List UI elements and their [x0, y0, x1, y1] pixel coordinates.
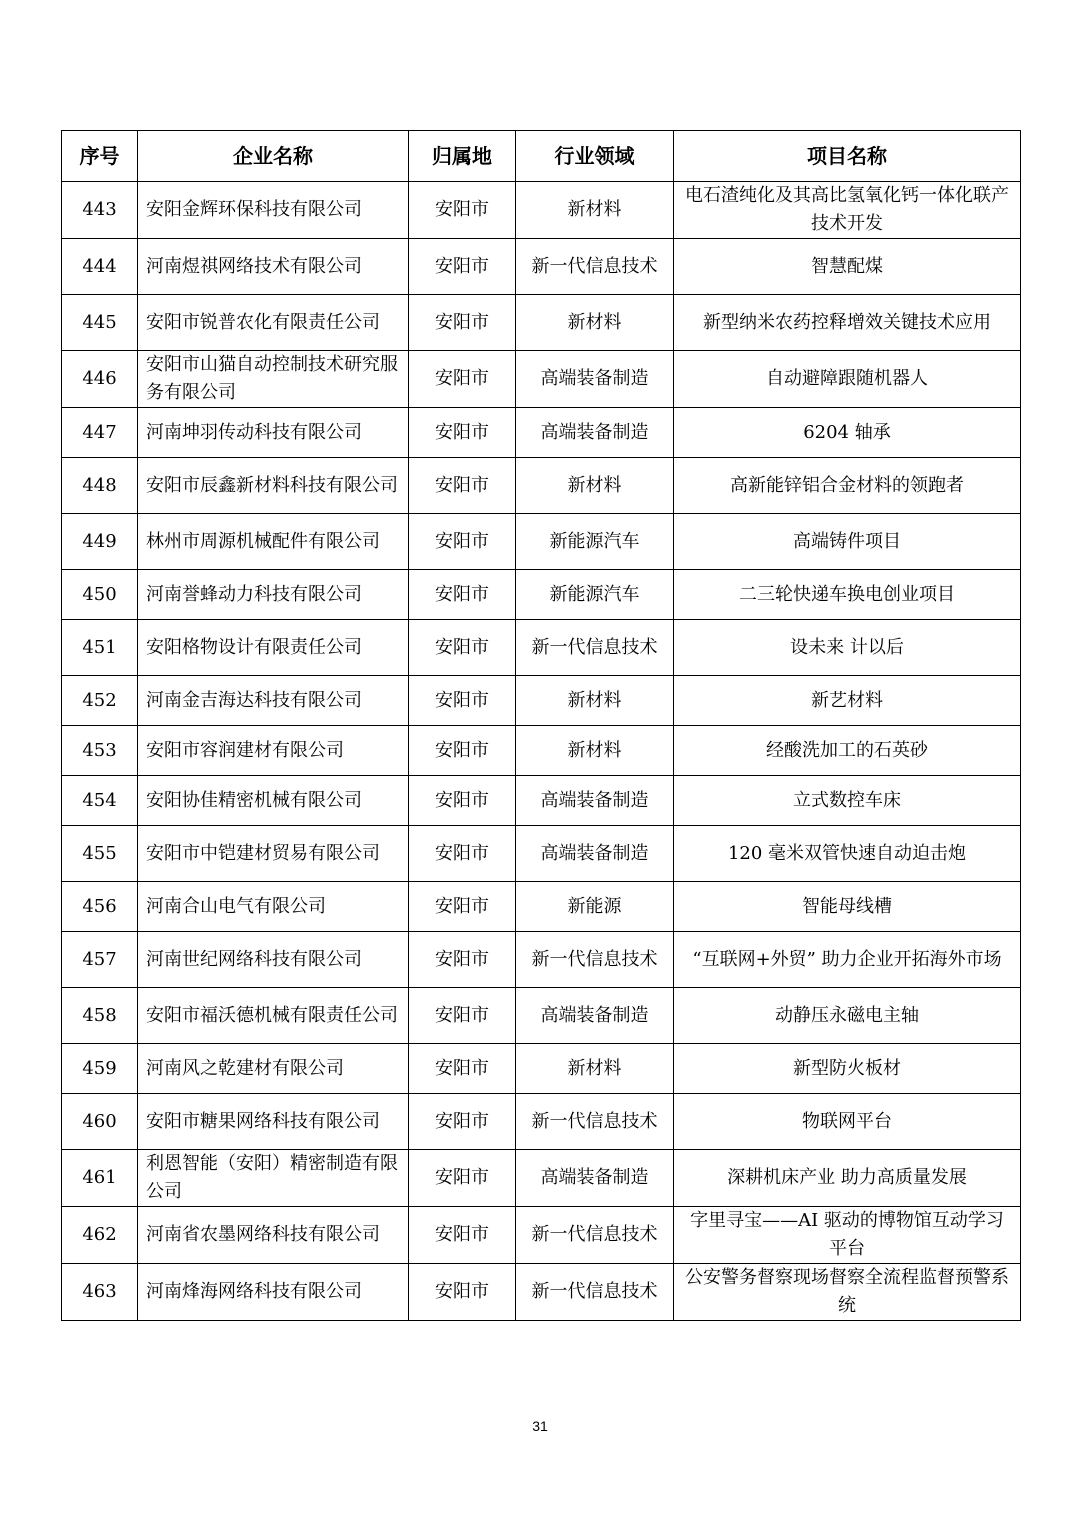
cell-serial-number: 462 [62, 1207, 138, 1264]
table-row [62, 1150, 1021, 1207]
table-row [62, 726, 1021, 776]
cell-company-name: 安阳协佳精密机械有限公司 [138, 776, 409, 826]
table-row [62, 458, 1021, 514]
cell-project-name: 动静压永磁电主轴 [674, 988, 1021, 1044]
cell-industry: 高端装备制造 [516, 408, 674, 458]
table-row [62, 620, 1021, 676]
table-row [62, 932, 1021, 988]
header-serial-number: 序号 [62, 131, 138, 182]
cell-industry: 高端装备制造 [516, 776, 674, 826]
cell-serial-number: 453 [62, 726, 138, 776]
cell-industry: 新材料 [516, 676, 674, 726]
cell-serial-number: 444 [62, 239, 138, 295]
cell-company-name: 安阳市山猫自动控制技术研究服务有限公司 [138, 351, 409, 408]
cell-serial-number: 447 [62, 408, 138, 458]
cell-project-name: 二三轮快递车换电创业项目 [674, 570, 1021, 620]
cell-company-name: 安阳市锐普农化有限责任公司 [138, 295, 409, 351]
cell-company-name: 安阳市中铠建材贸易有限公司 [138, 826, 409, 882]
cell-company-name: 河南坤羽传动科技有限公司 [138, 408, 409, 458]
cell-company-name: 河南合山电气有限公司 [138, 882, 409, 932]
cell-region: 安阳市 [409, 1094, 516, 1150]
cell-serial-number: 460 [62, 1094, 138, 1150]
cell-industry: 新一代信息技术 [516, 239, 674, 295]
cell-project-name: 新型纳米农药控释增效关键技术应用 [674, 295, 1021, 351]
cell-company-name: 林州市周源机械配件有限公司 [138, 514, 409, 570]
cell-company-name: 安阳市糖果网络科技有限公司 [138, 1094, 409, 1150]
cell-project-name: 新艺材料 [674, 676, 1021, 726]
cell-region: 安阳市 [409, 932, 516, 988]
cell-industry: 新材料 [516, 726, 674, 776]
cell-company-name: 河南省农墨网络科技有限公司 [138, 1207, 409, 1264]
cell-industry: 高端装备制造 [516, 351, 674, 408]
table-row [62, 408, 1021, 458]
cell-industry: 新能源汽车 [516, 514, 674, 570]
table-row [62, 1264, 1021, 1321]
table-row [62, 676, 1021, 726]
cell-industry: 新一代信息技术 [516, 1207, 674, 1264]
table-row [62, 570, 1021, 620]
cell-industry: 新材料 [516, 1044, 674, 1094]
cell-industry: 高端装备制造 [516, 826, 674, 882]
cell-serial-number: 446 [62, 351, 138, 408]
cell-region: 安阳市 [409, 408, 516, 458]
cell-region: 安阳市 [409, 1264, 516, 1321]
cell-region: 安阳市 [409, 988, 516, 1044]
enterprise-project-table [61, 130, 1021, 1321]
cell-project-name: 立式数控车床 [674, 776, 1021, 826]
cell-serial-number: 457 [62, 932, 138, 988]
table-row [62, 514, 1021, 570]
cell-project-name: 电石渣纯化及其高比氢氧化钙一体化联产技术开发 [674, 182, 1021, 239]
cell-serial-number: 463 [62, 1264, 138, 1321]
cell-industry: 高端装备制造 [516, 988, 674, 1044]
cell-company-name: 河南烽海网络科技有限公司 [138, 1264, 409, 1321]
cell-project-name: “互联网+外贸” 助力企业开拓海外市场 [674, 932, 1021, 988]
cell-company-name: 安阳市福沃德机械有限责任公司 [138, 988, 409, 1044]
cell-serial-number: 458 [62, 988, 138, 1044]
cell-region: 安阳市 [409, 676, 516, 726]
cell-region: 安阳市 [409, 776, 516, 826]
cell-industry: 高端装备制造 [516, 1150, 674, 1207]
cell-region: 安阳市 [409, 620, 516, 676]
cell-region: 安阳市 [409, 458, 516, 514]
cell-serial-number: 451 [62, 620, 138, 676]
cell-industry: 新一代信息技术 [516, 932, 674, 988]
cell-industry: 新材料 [516, 182, 674, 239]
cell-project-name: 设未来 计以后 [674, 620, 1021, 676]
cell-region: 安阳市 [409, 351, 516, 408]
cell-company-name: 安阳市容润建材有限公司 [138, 726, 409, 776]
cell-serial-number: 450 [62, 570, 138, 620]
table-row [62, 988, 1021, 1044]
cell-serial-number: 461 [62, 1150, 138, 1207]
table-row [62, 826, 1021, 882]
cell-company-name: 安阳格物设计有限责任公司 [138, 620, 409, 676]
cell-serial-number: 445 [62, 295, 138, 351]
cell-serial-number: 449 [62, 514, 138, 570]
cell-serial-number: 452 [62, 676, 138, 726]
cell-project-name: 经酸洗加工的石英砂 [674, 726, 1021, 776]
table-row [62, 182, 1021, 239]
header-region: 归属地 [409, 131, 516, 182]
cell-project-name: 自动避障跟随机器人 [674, 351, 1021, 408]
cell-industry: 新能源 [516, 882, 674, 932]
cell-region: 安阳市 [409, 1207, 516, 1264]
header-industry: 行业领域 [516, 131, 674, 182]
cell-region: 安阳市 [409, 882, 516, 932]
table-row [62, 1044, 1021, 1094]
cell-region: 安阳市 [409, 826, 516, 882]
table-row [62, 239, 1021, 295]
cell-project-name: 字里寻宝——AI 驱动的博物馆互动学习平台 [674, 1207, 1021, 1264]
cell-serial-number: 443 [62, 182, 138, 239]
cell-industry: 新一代信息技术 [516, 1264, 674, 1321]
cell-region: 安阳市 [409, 1044, 516, 1094]
cell-serial-number: 455 [62, 826, 138, 882]
cell-serial-number: 448 [62, 458, 138, 514]
cell-serial-number: 459 [62, 1044, 138, 1094]
table-row [62, 351, 1021, 408]
cell-project-name: 高新能锌铝合金材料的领跑者 [674, 458, 1021, 514]
cell-company-name: 河南煜祺网络技术有限公司 [138, 239, 409, 295]
cell-project-name: 新型防火板材 [674, 1044, 1021, 1094]
cell-company-name: 河南誉蜂动力科技有限公司 [138, 570, 409, 620]
header-company-name: 企业名称 [138, 131, 409, 182]
cell-region: 安阳市 [409, 514, 516, 570]
page-number: 31 [532, 1418, 548, 1434]
cell-industry: 新一代信息技术 [516, 1094, 674, 1150]
cell-project-name: 智慧配煤 [674, 239, 1021, 295]
cell-serial-number: 456 [62, 882, 138, 932]
table-row [62, 295, 1021, 351]
table-row [62, 776, 1021, 826]
cell-company-name: 河南风之乾建材有限公司 [138, 1044, 409, 1094]
cell-industry: 新材料 [516, 295, 674, 351]
cell-project-name: 高端铸件项目 [674, 514, 1021, 570]
cell-region: 安阳市 [409, 182, 516, 239]
cell-company-name: 安阳金辉环保科技有限公司 [138, 182, 409, 239]
cell-region: 安阳市 [409, 1150, 516, 1207]
cell-region: 安阳市 [409, 239, 516, 295]
cell-industry: 新一代信息技术 [516, 620, 674, 676]
cell-region: 安阳市 [409, 295, 516, 351]
cell-project-name: 智能母线槽 [674, 882, 1021, 932]
table-header-row [62, 131, 1021, 182]
cell-company-name: 利恩智能（安阳）精密制造有限公司 [138, 1150, 409, 1207]
cell-project-name: 120 毫米双管快速自动迫击炮 [674, 826, 1021, 882]
cell-region: 安阳市 [409, 726, 516, 776]
cell-company-name: 河南世纪网络科技有限公司 [138, 932, 409, 988]
table-row [62, 1207, 1021, 1264]
cell-project-name: 物联网平台 [674, 1094, 1021, 1150]
cell-project-name: 6204 轴承 [674, 408, 1021, 458]
cell-project-name: 深耕机床产业 助力高质量发展 [674, 1150, 1021, 1207]
cell-company-name: 河南金吉海达科技有限公司 [138, 676, 409, 726]
cell-serial-number: 454 [62, 776, 138, 826]
cell-region: 安阳市 [409, 570, 516, 620]
cell-project-name: 公安警务督察现场督察全流程监督预警系统 [674, 1264, 1021, 1321]
header-project-name: 项目名称 [674, 131, 1021, 182]
table-row [62, 882, 1021, 932]
table-row [62, 1094, 1021, 1150]
cell-industry: 新材料 [516, 458, 674, 514]
cell-industry: 新能源汽车 [516, 570, 674, 620]
cell-company-name: 安阳市辰鑫新材料科技有限公司 [138, 458, 409, 514]
